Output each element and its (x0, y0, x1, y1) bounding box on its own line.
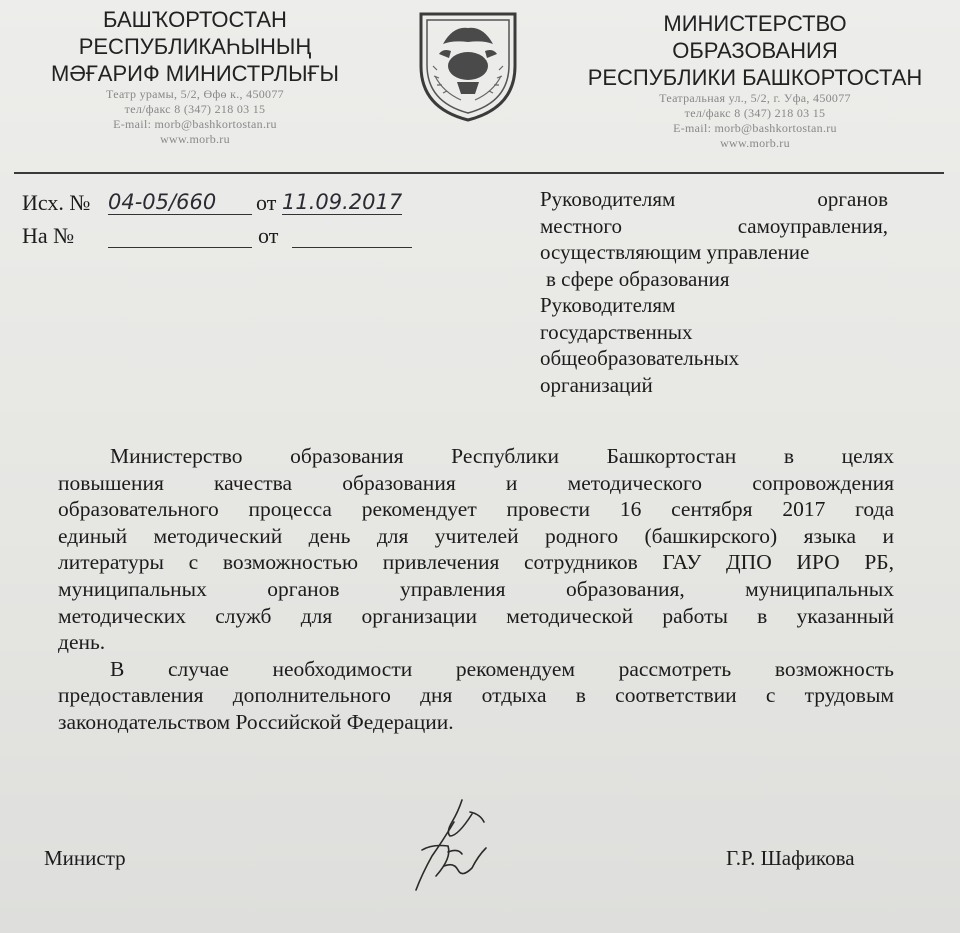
outgoing-date: 11.09.2017 (282, 190, 403, 214)
header-bashkir (10, 6, 380, 147)
addressee-line: общеобразовательных (540, 346, 740, 370)
letter-body (58, 443, 894, 736)
outgoing-from (256, 190, 276, 216)
body-line: законодательством Российской Федерации. (58, 709, 454, 734)
header-bashkir-address: Театр урамы, 5/2, Өфө к., 450077 (106, 87, 284, 101)
body-line: В случае необходимости рекомендуем рассмотреть возможность (110, 656, 894, 681)
header-bashkir-line3: МӘҒАРИФ МИНИСТРЛЫҒЫ (51, 61, 339, 86)
header-bashkir-web: www.morb.ru (160, 132, 230, 146)
outgoing-ref (22, 190, 90, 216)
outgoing-from-label: от (256, 190, 277, 215)
outgoing-label: Исх. № (22, 190, 91, 215)
header-russian (575, 10, 935, 151)
addressee-line: государственных (540, 319, 693, 344)
header-divider (14, 172, 944, 174)
signatory-title: Министр (44, 846, 126, 870)
signatory-name: Г.Р. Шафикова (726, 846, 855, 870)
header-bashkir-email: E-mail: morb@bashkortostan.ru (113, 117, 277, 131)
header-russian-phone: тел/факс 8 (347) 218 03 15 (684, 106, 826, 120)
addressee-block (540, 186, 888, 398)
outgoing-number: 04-05/660 (108, 190, 252, 215)
addressee-line: осуществляющим управление (540, 240, 810, 264)
incoming-ref (22, 223, 74, 249)
addressee-line: Руководителям (540, 293, 676, 317)
addressee-line: в сфере образования (546, 266, 730, 291)
body-line: муниципальных органов управления образования, муниципальных (58, 576, 894, 601)
header-bashkir-line1: БАШҠОРТОСТАН (103, 7, 287, 32)
body-line: методических служб для организации методической работы в указанный (58, 603, 894, 628)
header-bashkir-phone: тел/факс 8 (347) 218 03 15 (124, 102, 266, 116)
handwritten-signature (392, 792, 512, 902)
header-russian-line1: МИНИСТЕРСТВО (663, 11, 847, 36)
incoming-from (258, 223, 278, 249)
body-line: Министерство образования Республики Башкортостан в целях (110, 444, 894, 468)
body-line: единый методический день для учителей родного (башкирского) языка и (58, 523, 894, 548)
body-line: литературы с возможностью привлечения сотрудников ГАУ ДПО ИРО РБ, (58, 550, 894, 575)
incoming-date-blank (292, 223, 412, 248)
body-line: повышения качества образования и методического сопровождения (58, 470, 894, 495)
incoming-number-blank (108, 223, 252, 248)
body-line: день. (58, 630, 106, 655)
header-bashkir-line2: РЕСПУБЛИКАҺЫНЫҢ (78, 34, 312, 59)
header-russian-email: E-mail: morb@bashkortostan.ru (673, 121, 837, 135)
addressee-line: организаций (540, 372, 653, 397)
header-russian-line2: ОБРАЗОВАНИЯ (672, 38, 838, 63)
header-russian-web: www.morb.ru (720, 136, 790, 150)
body-line: образовательного процесса рекомендует провести 16 сентября 2017 года (58, 497, 894, 522)
addressee-line: местного самоуправления, (540, 213, 888, 238)
incoming-label: На № (22, 223, 75, 248)
incoming-from-label: от (258, 223, 279, 248)
coat-of-arms-icon (413, 4, 523, 124)
addressee-line: Руководителям органов (540, 187, 888, 211)
header-russian-line3: РЕСПУБЛИКИ БАШКОРТОСТАН (587, 65, 923, 90)
body-line: предоставления дополнительного дня отдыха в соответствии с трудовым (58, 683, 894, 708)
header-russian-address: Театральная ул., 5/2, г. Уфа, 450077 (659, 91, 851, 105)
